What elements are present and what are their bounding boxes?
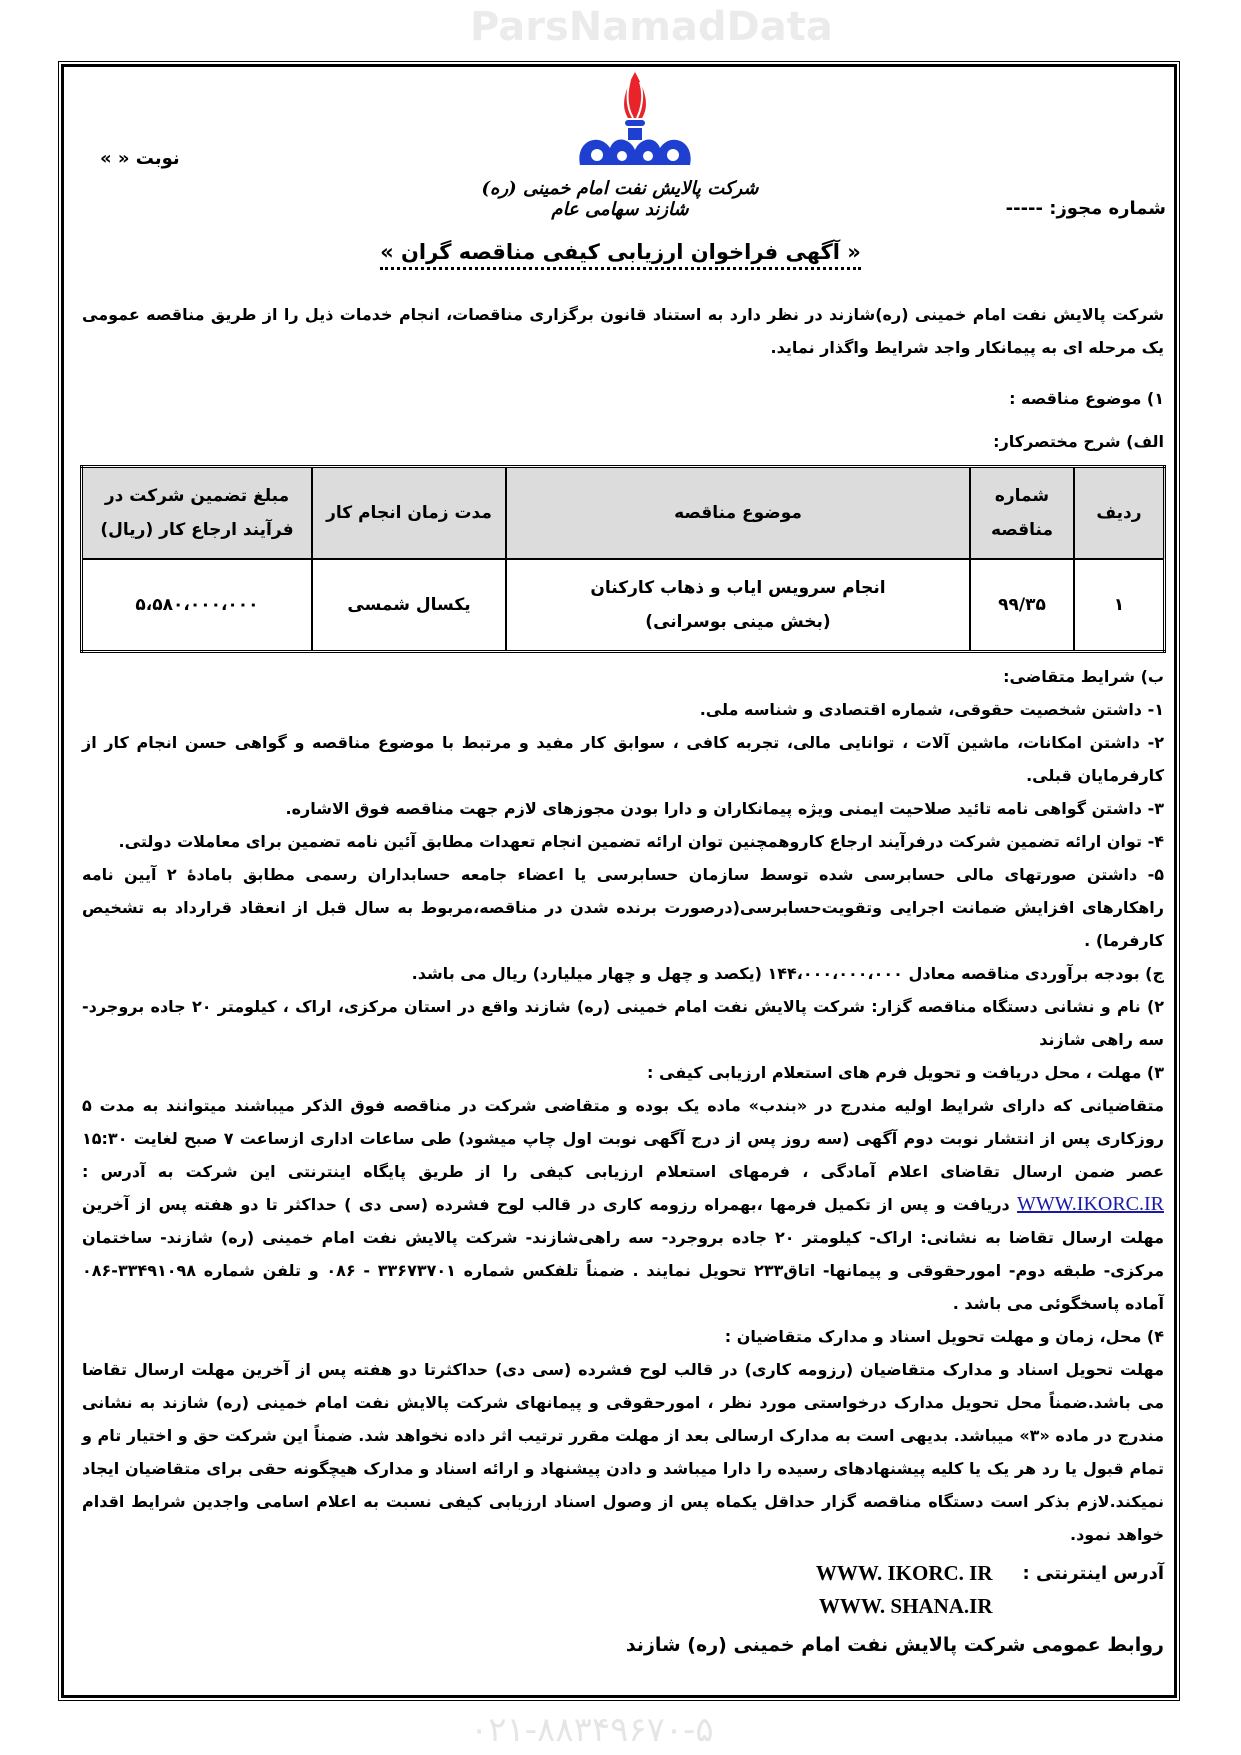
condition-3: ۳- داشتن گواهی نامه تائید صلاحیت ایمنی ویژه پیمانکاران و دارا بودن مجوزهای لازم جهت مناقصه فوق الاشاره. [285, 799, 1164, 818]
section3-text [82, 1089, 1164, 1320]
table-header-row [82, 467, 1165, 560]
signature: روابط عمومی شرکت پالایش نفت امام خمینی (ره) شازند [625, 1634, 1164, 1656]
section3-text-part2: دریافت و پس از تکمیل فرمها ،بهمراه رزومه کاری در قالب لوح فشرده (سی دی ) حداکثر تا دو هفته پس از آخرین مهلت ارسال تقاضا به نشانی: اراک- کیلومتر ۲۰ جاده بروجرد- سه راهی‌شازند- شرکت پالایش نفت امام خمینی (ره) شازند- ساختمان مرکزی- طبقه دوم- امورحقوقی و پیمانها- اتاق۲۳۳ تحویل نمایند . ضمناً تلفکس شماره ۳۳۶۷۳۷۰۱ - ۰۸۶ و تلفن شماره ۳۳۴۹۱۰۹۸-۰۸۶ آماده پاسخگوئی می باشد . [82, 1195, 1165, 1313]
ikorc-link[interactable]: WWW.IKORC.IR [1016, 1193, 1165, 1215]
section2 [82, 990, 1164, 1056]
conditions-section [82, 660, 1164, 1662]
footer-urls [816, 1557, 993, 1623]
watermark-phone: ۰۲۱-۸۸۳۴۹۶۷۰-۵ [470, 1710, 714, 1750]
section2-heading: ۲) نام و نشانی دستگاه مناقصه گزار: [871, 997, 1165, 1016]
cell-row-num: ۱ [1074, 559, 1165, 652]
condition-4: ۴- توان ارائه تضمین شرکت درفرآیند ارجاع کاروهمچنین توان ارائه تضمین انجام تعهدات مطابق آئین نامه تضمین برای معاملات دولتی. [118, 832, 1164, 851]
cell-duration: یکسال شمسی [312, 559, 506, 652]
header-row-num: ردیف [1074, 467, 1165, 560]
ikorc-url[interactable]: WWW. IKORC. IR [815, 1561, 993, 1585]
header-guarantee-amount: مبلغ تضمین شرکت در فرآیند ارجاع کار (ریال) [82, 467, 313, 560]
cell-tender-subject: انجام سرویس ایاب و ذهاب کارکنان (بخش مینی بوسرانی) [506, 559, 970, 652]
section1-heading: ۱) موضوع مناقصه : [1009, 389, 1164, 408]
section4-heading: ۴) محل، زمان و مهلت تحویل اسناد و مدارک متقاضیان : [724, 1327, 1164, 1346]
header-duration: مدت زمان انجام کار [312, 467, 506, 560]
condition-1: ۱- داشتن شخصیت حقوقی، شماره اقتصادی و شناسه ملی. [699, 700, 1164, 719]
internet-address-row [82, 1557, 1164, 1623]
header-tender-number: شماره مناقصه [970, 467, 1074, 560]
section4-text: مهلت تحویل اسناد و مدارک متقاضیان (رزومه کاری) در قالب لوح فشرده (سی دی) حداکثرتا دو هفته پس از آخرین مهلت ارسال تقاضا می باشد.ضمناً محل تحویل مدارک درخواستی مورد نظر ، امورحقوقی و پیمانهای شرکت پالایش نفت امام خمینی (ره) شازند به نشانی مندرج در ماده «۳» میباشد. بدیهی است به مدارک ارسالی بعد از مهلت مقرر ترتیب اثر داده نخواهد شد. ضمناً این شرکت حق و اختیار تام و تمام قبول یا رد هر یک یا کلیه پیشنهادهای رسیده را دارا میباشد و دادن پیشنهاد و ارائه اسناد و مدارک هیچگونه حقی برای متقاضیان ایجاد نمیکند.لازم بذکر است دستگاه مناقصه گزار حداقل یکماه پس از وصول اسناد ارزیابی کیفی نسبت به اعلام اسامی واجدین شرایط اقدام خواهد نمود. [82, 1360, 1165, 1544]
budget-line: ج) بودجه برآوردی مناقصه معادل ۱۴۴،۰۰۰،۰۰۰،۰۰۰ (یکصد و چهل و چهار میلیارد) ریال می باشد. [411, 964, 1164, 983]
conditions-heading: ب) شرایط متقاضی: [1003, 667, 1164, 686]
condition-5: ۵- داشتن صورتهای مالی حسابرسی شده توسط سازمان حسابرسی یا اعضاء جامعه حسابداران رسمی مطابق بامادۀ ۲ آیین نامه راهکارهای افزایش ضمانت اجرایی وتقویت‌حسابرسی(درصورت برنده شدن در مناقصه،مربوط به سال قبل از انعقاد قرارداد به تشخیص کارفرما) . [82, 865, 1165, 950]
section2-text: شرکت پالایش نفت امام خمینی (ره) شازند واقع در استان مرکزی، اراک ، کیلومتر ۲۰ جاده بروجرد- سه راهی شازند [82, 997, 1164, 1049]
section1-sub-a: الف) شرح مختصرکار: [993, 432, 1164, 451]
section3-heading: ۳) مهلت ، محل دریافت و تحویل فرم های استعلام ارزیابی کیفی : [647, 1063, 1164, 1082]
header-tender-subject: موضوع مناقصه [506, 467, 970, 560]
tender-table [80, 465, 1166, 653]
company-brand-text: شرکت پالایش نفت امام خمینی (ره) شازند سهامی عام [481, 178, 759, 220]
cell-guarantee-amount: ۵،۵۸۰،۰۰۰،۰۰۰ [82, 559, 313, 652]
watermark-brand: ParsNamadData [470, 4, 833, 50]
round-label: نوبت « » [100, 148, 180, 169]
shana-url[interactable]: WWW. SHANA.IR [818, 1594, 993, 1618]
condition-2: ۲- داشتن امکانات، ماشین آلات ، توانایی مالی، تجربه کافی ، سوابق کار مفید و مرتبط با موضوع مناقصه و گواهی حسن انجام کار از کارفرمایان قبلی. [82, 733, 1164, 785]
license-number: شماره مجوز: ----- [1005, 198, 1166, 219]
intro-paragraph: شرکت پالایش نفت امام خمینی (ره)شازند در نظر دارد به استناد قانون برگزاری مناقصات، انجام خدمات ذیل را از طریق مناقصه عمومی یک مرحله ای به پیمانکار واجد شرایط واگذار نماید. [82, 305, 1164, 357]
section3-text-part1: متقاضیانی که دارای شرایط اولیه مندرج در «بندب» ماده یک بوده و متقاضی شرکت در مناقصه فوق الذکر میباشند میتوانند به مدت ۵ روزکاری پس از انتشار نوبت دوم آگهی (سه روز پس از درج آگهی نوبت اول چاپ میشود) طی ساعات اداری ازساعت ۷ صبح لغایت ۱۵:۳۰ عصر ضمن ارسال تقاضای اعلام آمادگی ، فرمهای استعلام ارزیابی کیفی را از طریق پایگاه اینترنتی این شرکت به آدرس : [82, 1096, 1164, 1181]
title-text: « آگهی فراخوان ارزیابی کیفی مناقصه گران » [380, 240, 861, 270]
table-row [82, 559, 1165, 652]
cell-tender-number: ۹۹/۳۵ [970, 559, 1074, 652]
company-logo-icon [570, 70, 700, 180]
address-label: آدرس اینترنتی : [1022, 1563, 1164, 1584]
page-title [0, 240, 1241, 264]
